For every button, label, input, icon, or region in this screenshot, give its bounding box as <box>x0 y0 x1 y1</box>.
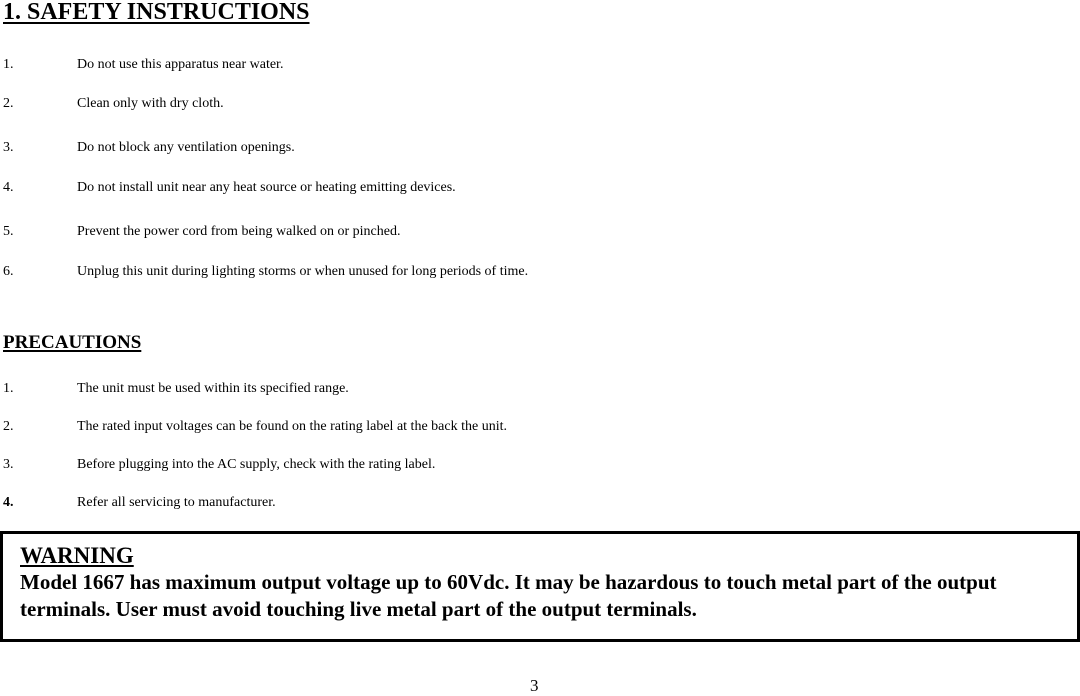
safety-item-number: 5. <box>3 224 14 239</box>
safety-item-text: Clean only with dry cloth. <box>77 96 224 111</box>
warning-text: Model 1667 has maximum output voltage up to 60Vdc. It may be hazardous to touch metal part of the output terminals. User must avoid touching live metal part of the output terminals. <box>20 570 997 621</box>
precaution-item-text: The rated input voltages can be found on the rating label at the back the unit. <box>77 419 507 434</box>
precaution-item-text: The unit must be used within its specified range. <box>77 381 349 396</box>
page-number: 3 <box>530 676 539 695</box>
safety-item-number: 3. <box>3 140 14 155</box>
precaution-item-text: Before plugging into the AC supply, check with the rating label. <box>77 457 436 472</box>
warning-title: WARNING <box>20 543 134 568</box>
safety-item-number: 2. <box>3 96 14 111</box>
safety-item-text: Unplug this unit during lighting storms or when unused for long periods of time. <box>77 264 529 279</box>
safety-item-number: 1. <box>3 57 14 72</box>
safety-item-text: Do not use this apparatus near water. <box>77 57 284 72</box>
precaution-item-number: 2. <box>3 419 14 434</box>
safety-item-number: 4. <box>3 180 14 195</box>
precautions-heading: PRECAUTIONS <box>3 332 142 353</box>
precaution-item-number: 1. <box>3 381 14 396</box>
safety-item-text: Prevent the power cord from being walked on or pinched. <box>77 224 401 239</box>
precaution-item-number: 4. <box>3 495 14 510</box>
safety-item-text: Do not block any ventilation openings. <box>77 140 295 155</box>
precaution-item-text: Refer all servicing to manufacturer. <box>77 495 276 510</box>
warning-box <box>0 531 1080 642</box>
precaution-item-number: 3. <box>3 457 14 472</box>
safety-item-number: 6. <box>3 264 14 279</box>
safety-item-text: Do not install unit near any heat source or heating emitting devices. <box>77 180 456 195</box>
page-title: 1. SAFETY INSTRUCTIONS <box>3 0 310 25</box>
